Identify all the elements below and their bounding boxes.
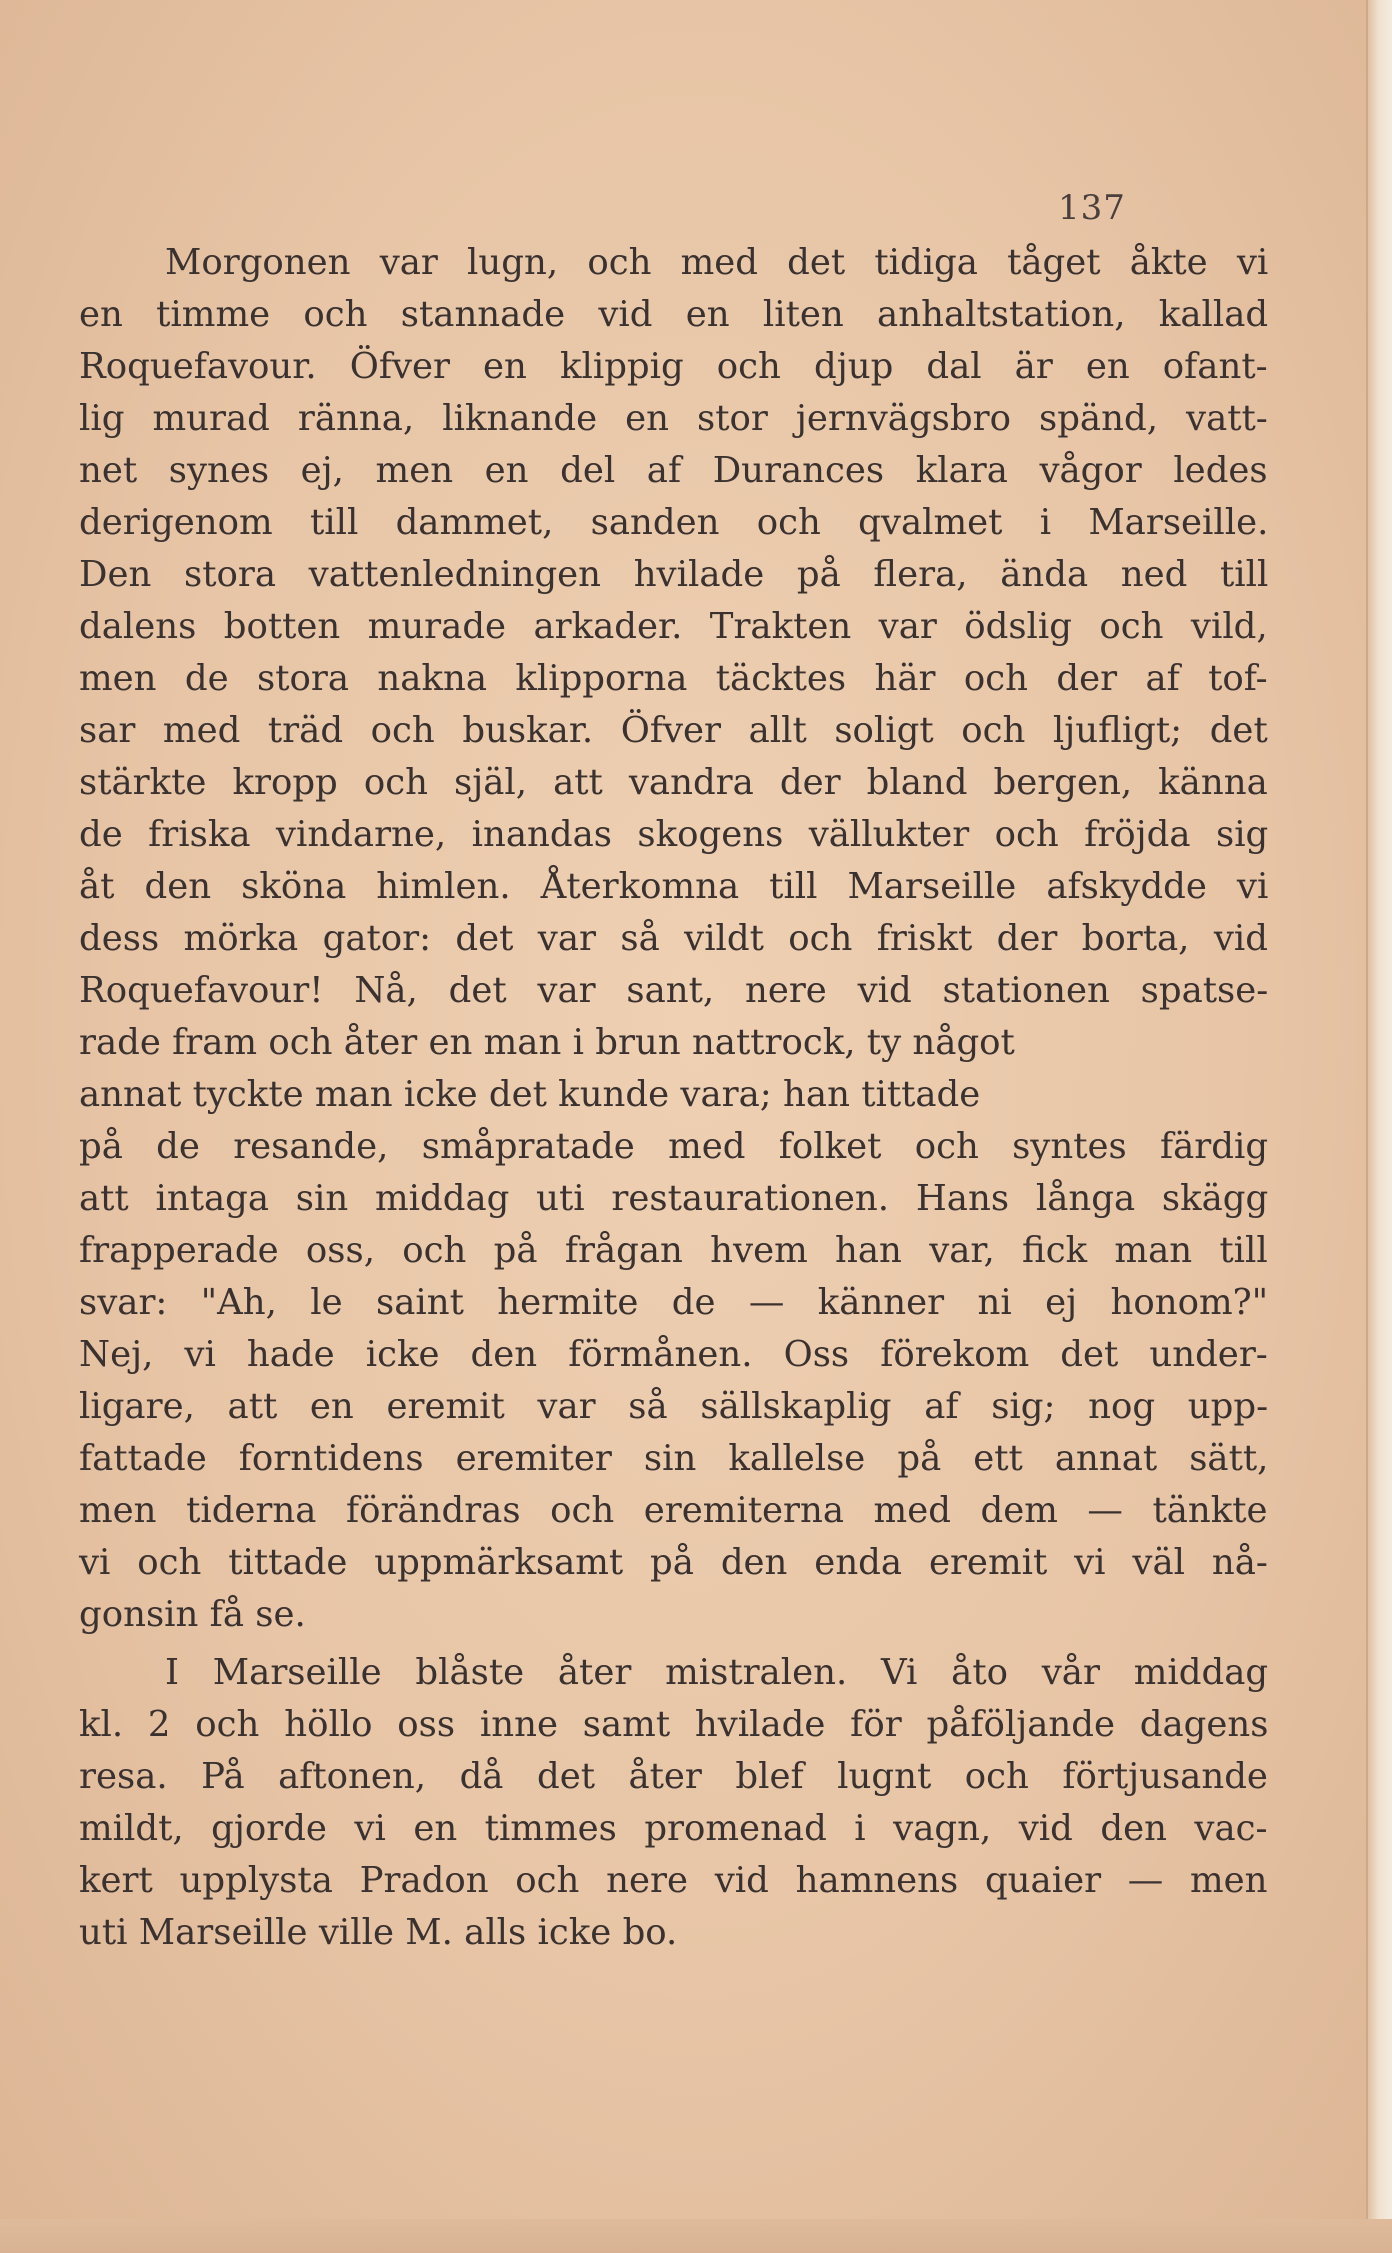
- text-line: derigenom till dammet, sanden och qvalmet i Marseille.: [79, 502, 1269, 543]
- text-line: ligare, att en eremit var så sällskaplig af sig; nog upp-: [79, 1386, 1269, 1427]
- text-line: en timme och stannade vid en liten anhaltstation, kallad: [79, 294, 1269, 335]
- text-line: Nej, vi hade icke den förmånen. Oss förekom det under-: [79, 1334, 1268, 1375]
- text-line: uti Marseille ville M. alls icke bo.: [79, 1912, 678, 1953]
- text-line: svar: "Ah, le saint hermite de — känner ni ej honom?": [79, 1282, 1269, 1323]
- text-line: kl. 2 och höllo oss inne samt hvilade för påföljande dagens: [79, 1704, 1269, 1745]
- text-line: att intaga sin middag uti restaurationen. Hans långa skägg: [79, 1178, 1269, 1219]
- text-line: resa. På aftonen, då det åter blef lugnt och förtjusande: [79, 1756, 1268, 1797]
- text-line: frapperade oss, och på frågan hvem han var, fick man till: [79, 1230, 1268, 1271]
- text-line: de friska vindarne, inandas skogens vällukter och fröjda sig: [79, 814, 1269, 855]
- text-line: lig murad ränna, liknande en stor jernvägsbro spänd, vatt-: [79, 398, 1268, 439]
- text-line: gonsin få se.: [79, 1594, 306, 1635]
- text-line: kert upplysta Pradon och nere vid hamnens quaier — men: [79, 1860, 1268, 1901]
- text-line: Roquefavour. Öfver en klippig och djup dal är en ofant-: [79, 346, 1268, 387]
- text-line: rade fram och åter en man i brun nattrock, ty något: [79, 1022, 1015, 1063]
- text-line: Den stora vattenledningen hvilade på flera, ända ned till: [79, 554, 1269, 595]
- text-line: åt den sköna himlen. Återkomna till Marseille afskydde vi: [79, 866, 1269, 907]
- text-line: mildt, gjorde vi en timmes promenad i vagn, vid den vac-: [79, 1808, 1268, 1849]
- text-line: dess mörka gator: det var så vildt och friskt der borta, vid: [79, 918, 1268, 959]
- text-line: på de resande, småpratade med folket och syntes färdig: [79, 1126, 1269, 1167]
- page-number: 137: [1058, 188, 1126, 228]
- text-line: annat tyckte man icke det kunde vara; han tittade: [79, 1074, 981, 1115]
- text-line: net synes ej, men en del af Durances klara vågor ledes: [79, 450, 1268, 491]
- text-line: fattade forntidens eremiter sin kallelse på ett annat sätt,: [79, 1438, 1269, 1479]
- text-line: I Marseille blåste åter mistralen. Vi åto vår middag: [165, 1652, 1269, 1693]
- text-line: stärkte kropp och själ, att vandra der bland bergen, känna: [79, 762, 1268, 803]
- text-line: dalens botten murade arkader. Trakten var ödslig och vild,: [79, 606, 1268, 647]
- text-line: Roquefavour! Nå, det var sant, nere vid stationen spatse-: [79, 970, 1269, 1011]
- text-line: men de stora nakna klipporna täcktes här och der af tof-: [79, 658, 1268, 699]
- text-line: men tiderna förändras och eremiterna med dem — tänkte: [79, 1490, 1268, 1531]
- text-line: vi och tittade uppmärksamt på den enda eremit vi väl nå-: [79, 1542, 1268, 1583]
- text-line: Morgonen var lugn, och med det tidiga tåget åkte vi: [165, 242, 1269, 283]
- text-line: sar med träd och buskar. Öfver allt soligt och ljufligt; det: [79, 710, 1268, 751]
